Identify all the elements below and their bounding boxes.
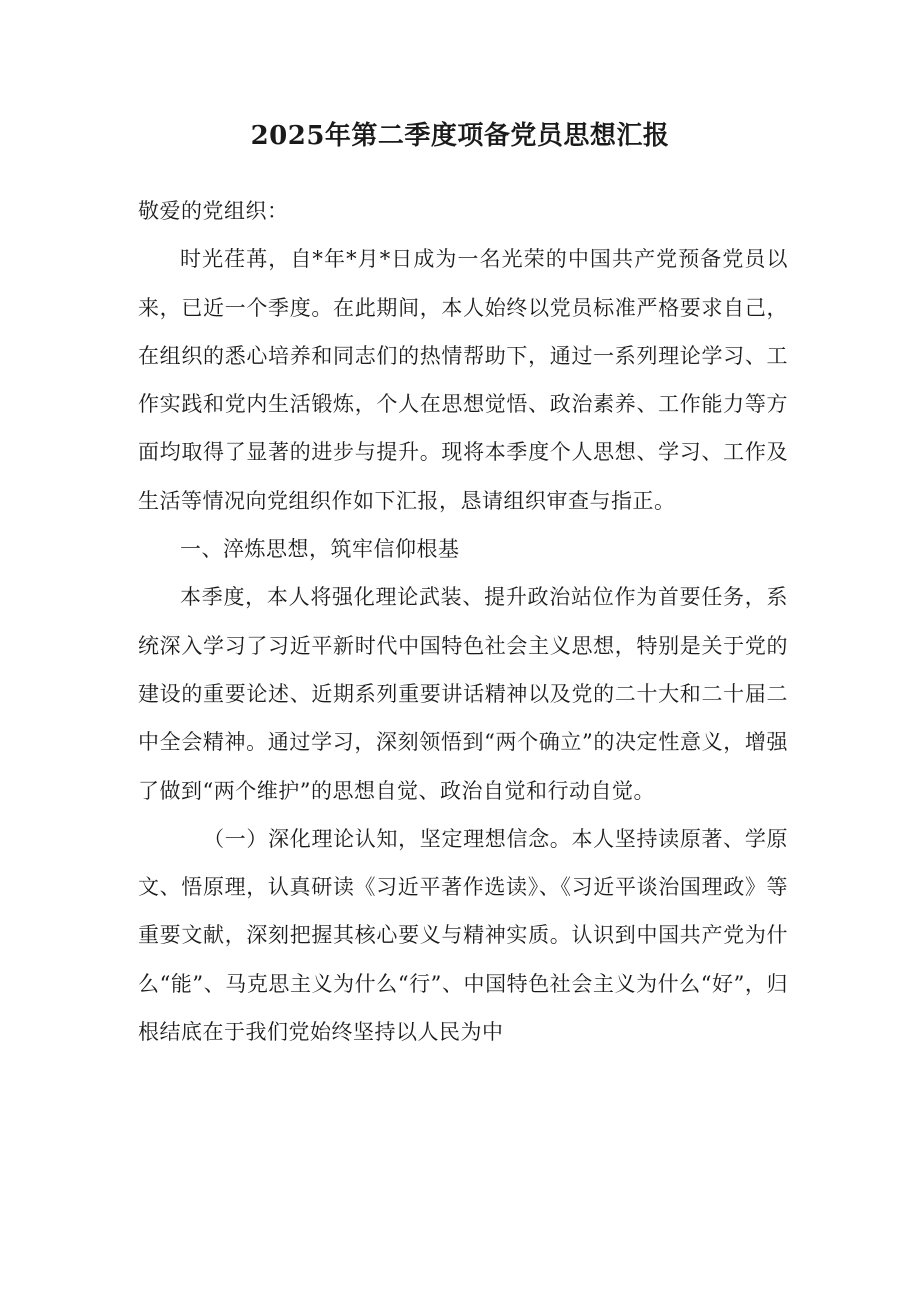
document-body <box>138 187 788 1056</box>
paragraph-intro: 时光荏苒，自*年*月*日成为一名光荣的中国共产党预备党员以来，已近一个季度。在此期间，本人始终以党员标准严格要求自己，在组织的悉心培养和同志们的热情帮助下，通过一系列理论学习、工作实践和党内生活锻炼，个人在思想觉悟、政治素养、工作能力等方面均取得了显著的进步与提升。现将本季度个人思想、学习、工作及生活等情况向党组织作如下汇报，恳请组织审查与指正。 <box>138 247 788 513</box>
section-heading-1: 一、淬炼思想，筑牢信仰根基 <box>180 537 460 562</box>
paragraph-section-1: 本季度，本人将强化理论武装、提升政治站位作为首要任务，系统深入学习了习近平新时代中国特色社会主义思想，特别是关于党的建设的重要论述、近期系列重要讲话精神以及党的二十大和二十届二中全会精神。通过学习，深刻领悟到“两个确立”的决定性意义，增强了做到“两个维护”的思想自觉、政治自觉和行动自觉。 <box>138 585 788 803</box>
paragraph-subsection-1: （一）深化理论认知，坚定理想信念。本人坚持读原著、学原文、悟原理，认真研读《习近平著作选读》、《习近平谈治国理政》等重要文献，深刻把握其核心要义与精神实质。认识到中国共产党为什么“能”、马克思主义为什么“行”、中国特色社会主义为什么“好”，归根结底在于我们党始终坚持以人民为中 <box>138 826 788 1045</box>
salutation: 敬爱的党组织： <box>138 199 289 223</box>
document-title: 2025年第二季度项备党员思想汇报 <box>250 121 670 151</box>
